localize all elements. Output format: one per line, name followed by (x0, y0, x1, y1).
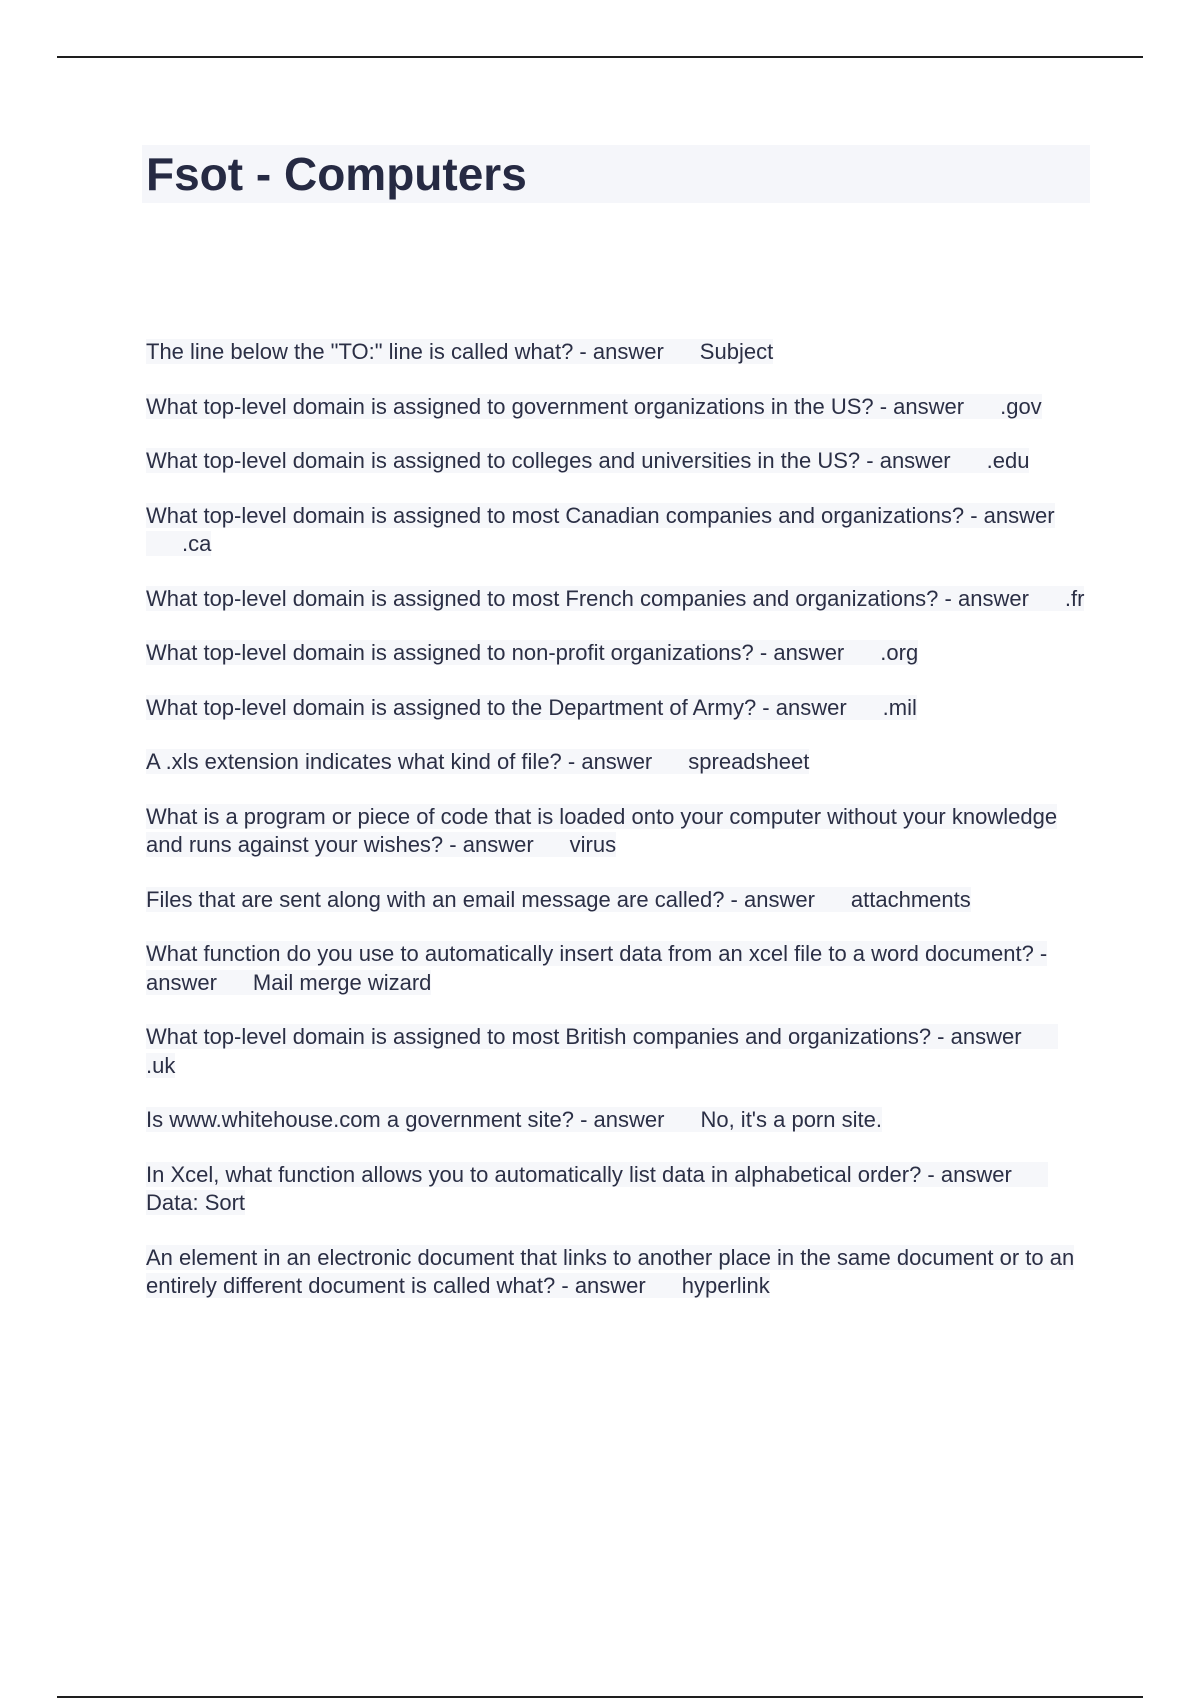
answer-text: attachments (850, 886, 971, 912)
question-text: Is www.whitehouse.com a government site? - answer (146, 1107, 665, 1132)
qa-item (146, 1161, 1086, 1218)
question-text: What top-level domain is assigned to government organizations in the US? - answer (146, 393, 965, 419)
qa-item (146, 393, 1086, 422)
page-title: Fsot - Computers (146, 148, 527, 200)
qa-item (146, 694, 1086, 723)
qa-item (146, 338, 1086, 367)
question-text: A .xls extension indicates what kind of file? - answer (146, 749, 653, 774)
bottom-divider (57, 1696, 1143, 1698)
question-text: What top-level domain is assigned to most French companies and organizations? - answer (146, 585, 1029, 611)
question-text: What top-level domain is assigned to most British companies and organizations? - answer (146, 1024, 1022, 1049)
answer-text: .edu (986, 448, 1030, 473)
qa-item (146, 502, 1086, 559)
question-text: In Xcel, what function allows you to automatically list data in alphabetical order? - answer (146, 1161, 1012, 1187)
qa-item (146, 940, 1086, 997)
qa-item (146, 639, 1086, 668)
title-block (142, 145, 1090, 203)
qa-item (146, 748, 1086, 777)
answer-text: spreadsheet (688, 749, 810, 774)
answer-text: .org (880, 640, 919, 665)
answer-text: Mail merge wizard (252, 969, 432, 995)
answer-text: Subject (699, 339, 774, 364)
answer-text: .gov (1000, 393, 1042, 419)
answer-text: .fr (1064, 585, 1085, 611)
question-text: What is a program or piece of code that is loaded onto your computer without your knowledge and runs against your wishes? - answer (146, 803, 1058, 857)
qa-item (146, 447, 1086, 476)
question-text: What top-level domain is assigned to non-profit organizations? - answer (146, 640, 845, 665)
answer-text: hyperlink (681, 1273, 770, 1298)
question-text: What top-level domain is assigned to most Canadian companies and organizations? - answer (146, 502, 1055, 528)
qa-item (146, 1106, 1086, 1135)
question-text: What function do you use to automatically insert data from an xcel file to a word document? - answer (146, 941, 1048, 995)
question-text: The line below the "TO:" line is called what? - answer (146, 339, 664, 364)
question-text: An element in an electronic document that links to another place in the same document or to an entirely different document is called what? - answer (146, 1244, 1075, 1298)
qa-item (146, 1244, 1086, 1301)
question-text: Files that are sent along with an email message are called? - answer (146, 886, 815, 912)
answer-text: .mil (882, 694, 917, 720)
question-text: What top-level domain is assigned to colleges and universities in the US? - answer (146, 448, 951, 473)
answer-text: No, it's a porn site. (700, 1107, 882, 1132)
answer-text: Data: Sort (146, 1190, 246, 1215)
qa-list (146, 338, 1086, 1327)
qa-item (146, 1023, 1086, 1080)
answer-text: .uk (146, 1052, 176, 1078)
top-divider (57, 56, 1143, 58)
qa-item (146, 886, 1086, 915)
question-text: What top-level domain is assigned to the Department of Army? - answer (146, 694, 847, 720)
answer-text: .ca (182, 531, 212, 556)
answer-text: virus (569, 832, 617, 857)
qa-item (146, 803, 1086, 860)
qa-item (146, 585, 1086, 614)
